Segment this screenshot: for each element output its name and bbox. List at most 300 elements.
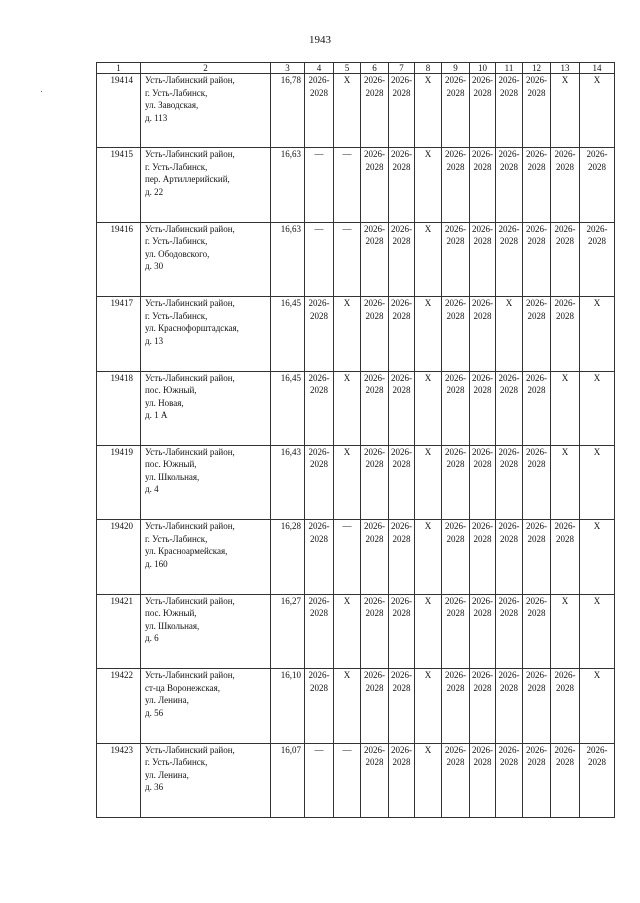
col4-cell-text: 2026- 2028 — [308, 75, 330, 98]
col4-cell-text: 2026- 2028 — [308, 372, 330, 396]
col7-cell-text: 2026- 2028 — [391, 521, 412, 544]
address-cell-text: Усть-Лабинский район, г. Усть-Лабинск, ул. Краснофорштадская, д. 13 — [145, 298, 239, 346]
value-cell — [271, 148, 305, 222]
col11-cell — [496, 743, 523, 817]
col6-cell — [361, 743, 389, 817]
col10-cell — [470, 445, 496, 519]
col7-cell-text: 2026- 2028 — [391, 372, 412, 396]
col8-cell — [415, 669, 442, 743]
col8-cell — [415, 222, 442, 296]
col9-cell-text: 2026- 2028 — [445, 446, 466, 470]
col10-cell — [470, 297, 496, 371]
col14-cell — [580, 148, 615, 222]
col11-cell — [496, 669, 523, 743]
col6-cell — [361, 371, 389, 445]
record-number — [97, 222, 141, 296]
value-cell — [271, 371, 305, 445]
value-cell — [271, 222, 305, 296]
col13-cell — [551, 148, 580, 222]
col12-cell-text: 2026- 2028 — [526, 744, 547, 768]
record-number-text: 19420 — [110, 521, 133, 532]
record-number-text: 19418 — [110, 372, 133, 383]
value-cell — [271, 74, 305, 148]
col13-cell-text: 2026- 2028 — [554, 223, 576, 247]
col4-cell — [305, 74, 334, 148]
col5-cell — [334, 371, 361, 445]
value-cell — [271, 743, 305, 817]
col8-cell — [415, 743, 442, 817]
column-header: 9 — [442, 63, 470, 74]
col6-cell — [361, 669, 389, 743]
col13-cell — [551, 74, 580, 148]
col11-cell-text: X — [505, 298, 513, 309]
col14-cell — [580, 669, 615, 743]
col12-cell — [523, 445, 551, 519]
col10-cell-text: 2026- 2028 — [472, 75, 493, 98]
col14-cell — [580, 222, 615, 296]
column-header: 1 — [97, 63, 141, 74]
col14-cell-text: X — [593, 670, 601, 681]
col8-cell-text: X — [424, 75, 432, 85]
address-cell-text: Усть-Лабинский район, г. Усть-Лабинск, пер. Артиллерийский, д. 22 — [145, 149, 235, 197]
col7-cell — [389, 743, 415, 817]
col7-cell — [389, 74, 415, 148]
col5-cell — [334, 222, 361, 296]
col4-cell — [305, 743, 334, 817]
col10-cell — [470, 594, 496, 668]
col14-cell-text: X — [593, 298, 601, 309]
col14-cell-text: X — [593, 372, 601, 383]
col11-cell — [496, 445, 523, 519]
col10-cell — [470, 743, 496, 817]
col9-cell-text: 2026- 2028 — [445, 670, 466, 693]
col14-cell — [580, 371, 615, 445]
col9-cell — [442, 371, 470, 445]
col14-cell-text: X — [593, 595, 601, 606]
col13-cell — [551, 297, 580, 371]
column-header: 8 — [415, 63, 442, 74]
col4-cell-text: 2026- 2028 — [308, 298, 330, 321]
col14-cell — [580, 743, 615, 817]
col12-cell — [523, 222, 551, 296]
col6-cell-text: 2026- 2028 — [364, 372, 385, 396]
col7-cell — [389, 445, 415, 519]
col12-cell-text: 2026- 2028 — [526, 670, 547, 693]
address-cell-text: Усть-Лабинский район, пос. Южный, ул. Школьная, д. 4 — [145, 446, 235, 495]
col6-cell — [361, 297, 389, 371]
col14-cell-text: 2026- 2028 — [586, 223, 608, 247]
record-number-text: 19421 — [110, 595, 133, 606]
address-cell-text: Усть-Лабинский район, г. Усть-Лабинск, ул. Заводская, д. 113 — [145, 75, 235, 123]
col11-cell-text: 2026- 2028 — [498, 744, 520, 768]
col6-cell — [361, 594, 389, 668]
col10-cell-text: 2026- 2028 — [472, 595, 493, 619]
col9-cell-text: 2026- 2028 — [445, 744, 466, 768]
col7-cell — [389, 297, 415, 371]
col11-cell-text: 2026- 2028 — [498, 670, 520, 693]
col12-cell-text: 2026- 2028 — [526, 223, 547, 247]
col10-cell-text: 2026- 2028 — [472, 223, 493, 247]
address-cell — [141, 371, 271, 445]
column-header: 2 — [141, 63, 271, 74]
col11-cell-text: 2026- 2028 — [498, 223, 520, 247]
col5-cell-text: X — [343, 595, 351, 606]
col11-cell — [496, 74, 523, 148]
col4-cell — [305, 222, 334, 296]
col8-cell — [415, 297, 442, 371]
col4-cell-text: 2026- 2028 — [308, 446, 330, 470]
col13-cell-text: X — [561, 75, 569, 85]
col5-cell-text: X — [343, 372, 351, 383]
col11-cell — [496, 371, 523, 445]
col13-cell — [551, 743, 580, 817]
col10-cell — [470, 74, 496, 148]
col4-cell — [305, 445, 334, 519]
col13-cell-text: X — [561, 372, 569, 383]
col12-cell-text: 2026- 2028 — [526, 372, 547, 396]
record-number — [97, 148, 141, 222]
col14-cell-text: X — [593, 521, 601, 532]
table-row — [97, 594, 615, 668]
address-cell — [141, 74, 271, 148]
col11-cell-text: 2026- 2028 — [498, 75, 520, 98]
column-header: 4 — [305, 63, 334, 74]
col13-cell-text: X — [561, 446, 569, 457]
col13-cell — [551, 594, 580, 668]
col13-cell — [551, 371, 580, 445]
col13-cell-text: X — [561, 595, 569, 606]
col7-cell — [389, 594, 415, 668]
column-header: 11 — [496, 63, 523, 74]
address-cell — [141, 148, 271, 222]
col12-cell — [523, 371, 551, 445]
col12-cell — [523, 148, 551, 222]
column-header: 5 — [334, 63, 361, 74]
col7-cell-text: 2026- 2028 — [391, 149, 412, 172]
col5-cell-text: — — [342, 744, 352, 755]
record-number-text: 19422 — [110, 670, 133, 681]
col4-cell-text: 2026- 2028 — [308, 670, 330, 693]
address-cell — [141, 445, 271, 519]
col6-cell-text: 2026- 2028 — [364, 521, 385, 544]
col13-cell — [551, 669, 580, 743]
col11-cell — [496, 222, 523, 296]
col10-cell-text: 2026- 2028 — [472, 521, 493, 544]
col10-cell — [470, 222, 496, 296]
col9-cell — [442, 445, 470, 519]
col5-cell-text: X — [343, 670, 351, 681]
col7-cell-text: 2026- 2028 — [391, 446, 412, 470]
value-cell-text: 16,45 — [280, 298, 301, 309]
col8-cell — [415, 520, 442, 594]
col9-cell — [442, 297, 470, 371]
col8-cell — [415, 74, 442, 148]
col14-cell-text: X — [593, 446, 601, 457]
value-cell-text: 16,28 — [280, 521, 301, 532]
table-row — [97, 148, 615, 222]
col7-cell-text: 2026- 2028 — [391, 298, 412, 321]
table-row — [97, 743, 615, 817]
col7-cell-text: 2026- 2028 — [391, 595, 412, 619]
col6-cell — [361, 222, 389, 296]
col12-cell-text: 2026- 2028 — [526, 298, 547, 321]
col4-cell — [305, 594, 334, 668]
col12-cell — [523, 594, 551, 668]
address-cell-text: Усть-Лабинский район, пос. Южный, ул. Новая, д. 1 А — [145, 372, 235, 421]
col11-cell-text: 2026- 2028 — [498, 521, 520, 544]
col9-cell-text: 2026- 2028 — [445, 372, 466, 396]
table-row — [97, 297, 615, 371]
col4-cell — [305, 148, 334, 222]
value-cell — [271, 669, 305, 743]
address-cell — [141, 743, 271, 817]
record-number — [97, 297, 141, 371]
col7-cell — [389, 669, 415, 743]
col8-cell-text: X — [424, 744, 432, 755]
table-row — [97, 371, 615, 445]
col5-cell — [334, 594, 361, 668]
col11-cell — [496, 520, 523, 594]
page-number: 1943 — [309, 34, 331, 46]
column-header: 12 — [523, 63, 551, 74]
col8-cell-text: X — [424, 223, 432, 234]
col13-cell-text: 2026- 2028 — [554, 521, 576, 544]
col12-cell — [523, 520, 551, 594]
col14-cell — [580, 297, 615, 371]
record-number-text: 19417 — [110, 298, 133, 309]
col6-cell-text: 2026- 2028 — [364, 744, 385, 768]
table-row — [97, 669, 615, 743]
value-cell — [271, 594, 305, 668]
col5-cell — [334, 445, 361, 519]
col11-cell — [496, 297, 523, 371]
col6-cell — [361, 520, 389, 594]
col5-cell — [334, 148, 361, 222]
col5-cell — [334, 520, 361, 594]
col9-cell-text: 2026- 2028 — [445, 75, 466, 98]
register-table — [96, 62, 615, 818]
record-number-text: 19415 — [110, 149, 133, 160]
col14-cell — [580, 445, 615, 519]
col13-cell — [551, 222, 580, 296]
address-cell — [141, 669, 271, 743]
col6-cell-text: 2026- 2028 — [364, 149, 385, 172]
col8-cell-text: X — [424, 372, 432, 383]
col9-cell-text: 2026- 2028 — [445, 595, 466, 619]
col14-cell — [580, 520, 615, 594]
col4-cell-text: — — [314, 149, 324, 160]
table-row — [97, 74, 615, 148]
col4-cell-text: — — [314, 223, 324, 234]
record-number-text: 19414 — [110, 75, 133, 85]
col11-cell-text: 2026- 2028 — [498, 595, 520, 619]
column-header: 3 — [271, 63, 305, 74]
col10-cell-text: 2026- 2028 — [472, 372, 493, 396]
column-header: 14 — [580, 63, 615, 74]
col10-cell-text: 2026- 2028 — [472, 298, 493, 321]
col8-cell-text: X — [424, 446, 432, 457]
col13-cell-text: 2026- 2028 — [554, 149, 576, 172]
col9-cell — [442, 669, 470, 743]
col13-cell-text: 2026- 2028 — [554, 670, 576, 693]
record-number — [97, 371, 141, 445]
address-cell — [141, 594, 271, 668]
record-number — [97, 669, 141, 743]
value-cell-text: 16,27 — [280, 595, 301, 606]
col5-cell-text: X — [343, 75, 351, 85]
col8-cell-text: X — [424, 595, 432, 606]
col5-cell — [334, 297, 361, 371]
col12-cell — [523, 743, 551, 817]
value-cell-text: 16,43 — [280, 446, 301, 457]
col9-cell — [442, 74, 470, 148]
col9-cell — [442, 594, 470, 668]
col12-cell — [523, 297, 551, 371]
col11-cell-text: 2026- 2028 — [498, 149, 520, 172]
col13-cell-text: 2026- 2028 — [554, 744, 576, 768]
col5-cell — [334, 743, 361, 817]
col13-cell-text: 2026- 2028 — [554, 298, 576, 321]
table-row — [97, 222, 615, 296]
col7-cell — [389, 222, 415, 296]
address-cell-text: Усть-Лабинский район, ст-ца Воронежская, ул. Ленина, д. 56 — [145, 670, 235, 718]
col5-cell-text: X — [343, 298, 351, 309]
col6-cell-text: 2026- 2028 — [364, 595, 385, 619]
value-cell-text: 16,63 — [280, 149, 301, 160]
col11-cell-text: 2026- 2028 — [498, 372, 520, 396]
column-header: 13 — [551, 63, 580, 74]
address-cell-text: Усть-Лабинский район, пос. Южный, ул. Школьная, д. 6 — [145, 595, 235, 644]
column-header: 6 — [361, 63, 389, 74]
record-number — [97, 445, 141, 519]
value-cell — [271, 297, 305, 371]
col4-cell-text: 2026- 2028 — [308, 595, 330, 619]
col14-cell — [580, 594, 615, 668]
col10-cell-text: 2026- 2028 — [472, 670, 493, 693]
col5-cell-text: X — [343, 446, 351, 457]
col6-cell-text: 2026- 2028 — [364, 670, 385, 693]
col14-cell-text: 2026- 2028 — [586, 149, 608, 172]
value-cell-text: 16,45 — [280, 372, 301, 383]
record-number — [97, 594, 141, 668]
column-header: 7 — [389, 63, 415, 74]
address-cell-text: Усть-Лабинский район, г. Усть-Лабинск, ул. Ободовского, д. 30 — [145, 223, 235, 272]
value-cell-text: 16,10 — [280, 670, 301, 681]
col5-cell-text: — — [342, 521, 352, 532]
address-cell — [141, 222, 271, 296]
record-number — [97, 743, 141, 817]
col10-cell-text: 2026- 2028 — [472, 149, 493, 172]
col8-cell — [415, 445, 442, 519]
table-body — [97, 74, 615, 818]
col9-cell — [442, 148, 470, 222]
col7-cell-text: 2026- 2028 — [391, 75, 412, 98]
col12-cell — [523, 74, 551, 148]
col6-cell-text: 2026- 2028 — [364, 75, 385, 98]
col4-cell-text: — — [314, 744, 324, 755]
value-cell-text: 16,78 — [280, 75, 301, 85]
address-cell-text: Усть-Лабинский район, г. Усть-Лабинск, ул. Красноармейская, д. 160 — [145, 521, 235, 569]
col10-cell-text: 2026- 2028 — [472, 744, 493, 768]
col7-cell-text: 2026- 2028 — [391, 670, 412, 693]
col8-cell — [415, 594, 442, 668]
col10-cell — [470, 520, 496, 594]
column-number-row — [97, 63, 615, 74]
address-cell-text: Усть-Лабинский район, г. Усть-Лабинск, ул. Ленина, д. 36 — [145, 744, 235, 793]
col6-cell-text: 2026- 2028 — [364, 223, 385, 247]
record-number — [97, 520, 141, 594]
col10-cell-text: 2026- 2028 — [472, 446, 493, 470]
col6-cell — [361, 445, 389, 519]
col4-cell — [305, 669, 334, 743]
col12-cell-text: 2026- 2028 — [526, 521, 547, 544]
col9-cell-text: 2026- 2028 — [445, 223, 466, 247]
col7-cell — [389, 520, 415, 594]
col13-cell — [551, 520, 580, 594]
col12-cell-text: 2026- 2028 — [526, 595, 547, 619]
col5-cell — [334, 74, 361, 148]
value-cell-text: 16,07 — [280, 744, 301, 755]
col8-cell-text: X — [424, 521, 432, 532]
col6-cell-text: 2026- 2028 — [364, 446, 385, 470]
col14-cell-text: 2026- 2028 — [586, 744, 608, 768]
address-cell — [141, 297, 271, 371]
col9-cell-text: 2026- 2028 — [445, 298, 466, 321]
col8-cell — [415, 371, 442, 445]
col4-cell — [305, 371, 334, 445]
col5-cell-text: — — [342, 149, 352, 160]
scan-speck — [41, 91, 42, 92]
value-cell — [271, 445, 305, 519]
col12-cell-text: 2026- 2028 — [526, 149, 547, 172]
value-cell-text: 16,63 — [280, 223, 301, 234]
col8-cell-text: X — [424, 298, 432, 309]
col4-cell — [305, 520, 334, 594]
col12-cell-text: 2026- 2028 — [526, 75, 547, 98]
col9-cell — [442, 743, 470, 817]
col14-cell — [580, 74, 615, 148]
col14-cell-text: X — [593, 75, 601, 85]
col7-cell-text: 2026- 2028 — [391, 744, 412, 768]
col5-cell — [334, 669, 361, 743]
col8-cell-text: X — [424, 149, 432, 160]
col10-cell — [470, 371, 496, 445]
col8-cell-text: X — [424, 670, 432, 681]
col9-cell-text: 2026- 2028 — [445, 521, 466, 544]
col8-cell — [415, 148, 442, 222]
col4-cell-text: 2026- 2028 — [308, 521, 330, 544]
col9-cell — [442, 222, 470, 296]
col10-cell — [470, 148, 496, 222]
record-number — [97, 74, 141, 148]
col7-cell — [389, 148, 415, 222]
col9-cell-text: 2026- 2028 — [445, 149, 466, 172]
col11-cell — [496, 148, 523, 222]
col7-cell-text: 2026- 2028 — [391, 223, 412, 247]
col13-cell — [551, 445, 580, 519]
record-number-text: 19416 — [110, 223, 133, 234]
col10-cell — [470, 669, 496, 743]
address-cell — [141, 520, 271, 594]
record-number-text: 19419 — [110, 446, 133, 457]
record-number-text: 19423 — [110, 744, 133, 755]
col6-cell-text: 2026- 2028 — [364, 298, 385, 321]
col11-cell-text: 2026- 2028 — [498, 446, 520, 470]
col9-cell — [442, 520, 470, 594]
value-cell — [271, 520, 305, 594]
col12-cell-text: 2026- 2028 — [526, 446, 547, 470]
table-row — [97, 520, 615, 594]
